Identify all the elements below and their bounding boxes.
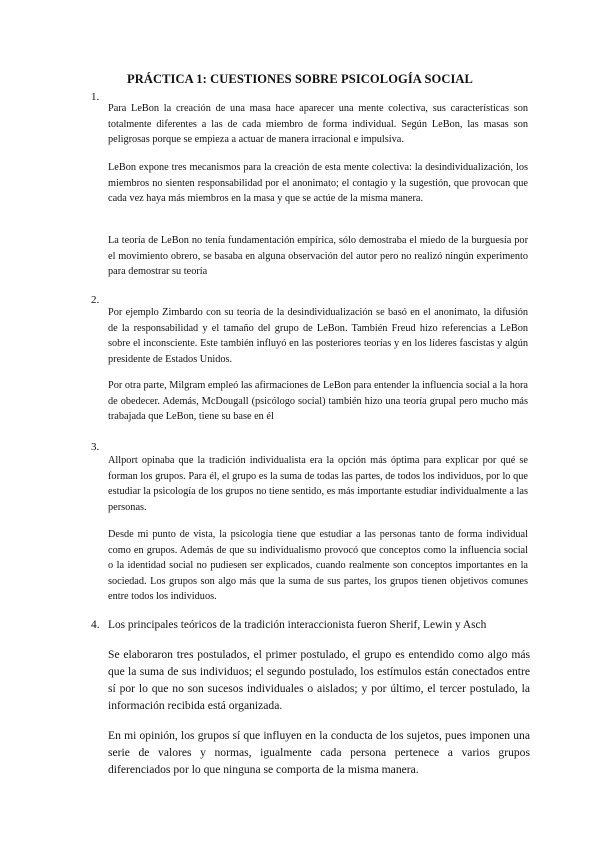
question-number-4: 4. <box>91 619 100 631</box>
q4-paragraph-2: En mi opinión, los grupos sí que influyen en la conducta de los sujetos, pues imponen una serie de valores y normas, igualmente cada persona pertenece a varios grupos diferenciados por lo que ninguna se comporta de la misma manera. <box>108 729 530 776</box>
q1-paragraph-2: LeBon expone tres mecanismos para la creación de esta mente colectiva: la desindividualización, los miembros no sienten responsabilidad por el anonimato; el contagio y la sugestión, que provocan que cada vez haya más miembros en la masa y que se actúe de la misma manera. <box>108 162 528 204</box>
q3-paragraph-2: Desde mi punto de vista, la psicología tiene que estudiar a las personas tanto de forma individual como en grupos. Además de que su individualismo provocó que conceptos como la influencia social o la identidad social no pudiesen ser explicados, cuando realmente son conceptos importantes en la sociedad. Los grupos son algo más que la suma de sus partes, los grupos tienen objetivos comunes entre todos los individuos. <box>108 529 528 602</box>
q1-paragraph-3: La teoría de LeBon no tenía fundamentación empírica, sólo demostraba el miedo de la burguesía por el movimiento obrero, se basaba en alguna observación del autor pero no realizó ningún experimento para demostrar su teoría <box>108 235 528 277</box>
question-number-2: 2. <box>91 294 100 306</box>
question-number-3: 3. <box>91 441 100 453</box>
question-number-1: 1. <box>91 91 100 103</box>
q1-paragraph-1: Para LeBon la creación de una masa hace aparecer una mente colectiva, sus características son totalmente diferentes a las de cada miembro de forma individual. Según LeBon, las masas son peligrosas porque se empieza a actuar de manera irracional e impulsiva. <box>108 103 528 145</box>
question-4-heading-line <box>91 619 486 631</box>
q2-paragraph-1: Por ejemplo Zimbardo con su teoría de la desindividualización se basó en el anonimato, la difusión de la responsabilidad y el tamaño del grupo de LeBon. También Freud hizo referencias a LeBon sobre el inconsciente. Este también influyó en las posteriores teorías y en los líderes fascistas y algún presidente de Estados Unidos. <box>108 307 528 365</box>
page-title: PRÁCTICA 1: CUESTIONES SOBRE PSICOLOGÍA SOCIAL <box>127 72 473 86</box>
q4-heading: Los principales teóricos de la tradición interaccionista fueron Sherif, Lewin y Asch <box>108 619 487 631</box>
q2-paragraph-2: Por otra parte, Milgram empleó las afirmaciones de LeBon para entender la influencia social a la hora de obedecer. Además, McDougall (psicólogo social) también hizo una teoría grupal pero mucho más trabajada que LeBon, tiene su base en él <box>108 380 528 422</box>
q3-paragraph-1: Allport opinaba que la tradición individualista era la opción más óptima para explicar por qué se forman los grupos. Para él, el grupo es la suma de todas las partes, de todos los individuos, por lo que estudiar la psicología de los grupos no tiene sentido, es más importante estudiar individualmente a las personas. <box>108 455 528 513</box>
q4-paragraph-1: Se elaboraron tres postulados, el primer postulado, el grupo es entendido como algo más que la suma de sus individuos; el segundo postulado, los estímulos están conectados entre sí por lo que no son sucesos individuales o aislados; y por último, el tercer postulado, la información recibida está organizada. <box>108 648 530 712</box>
